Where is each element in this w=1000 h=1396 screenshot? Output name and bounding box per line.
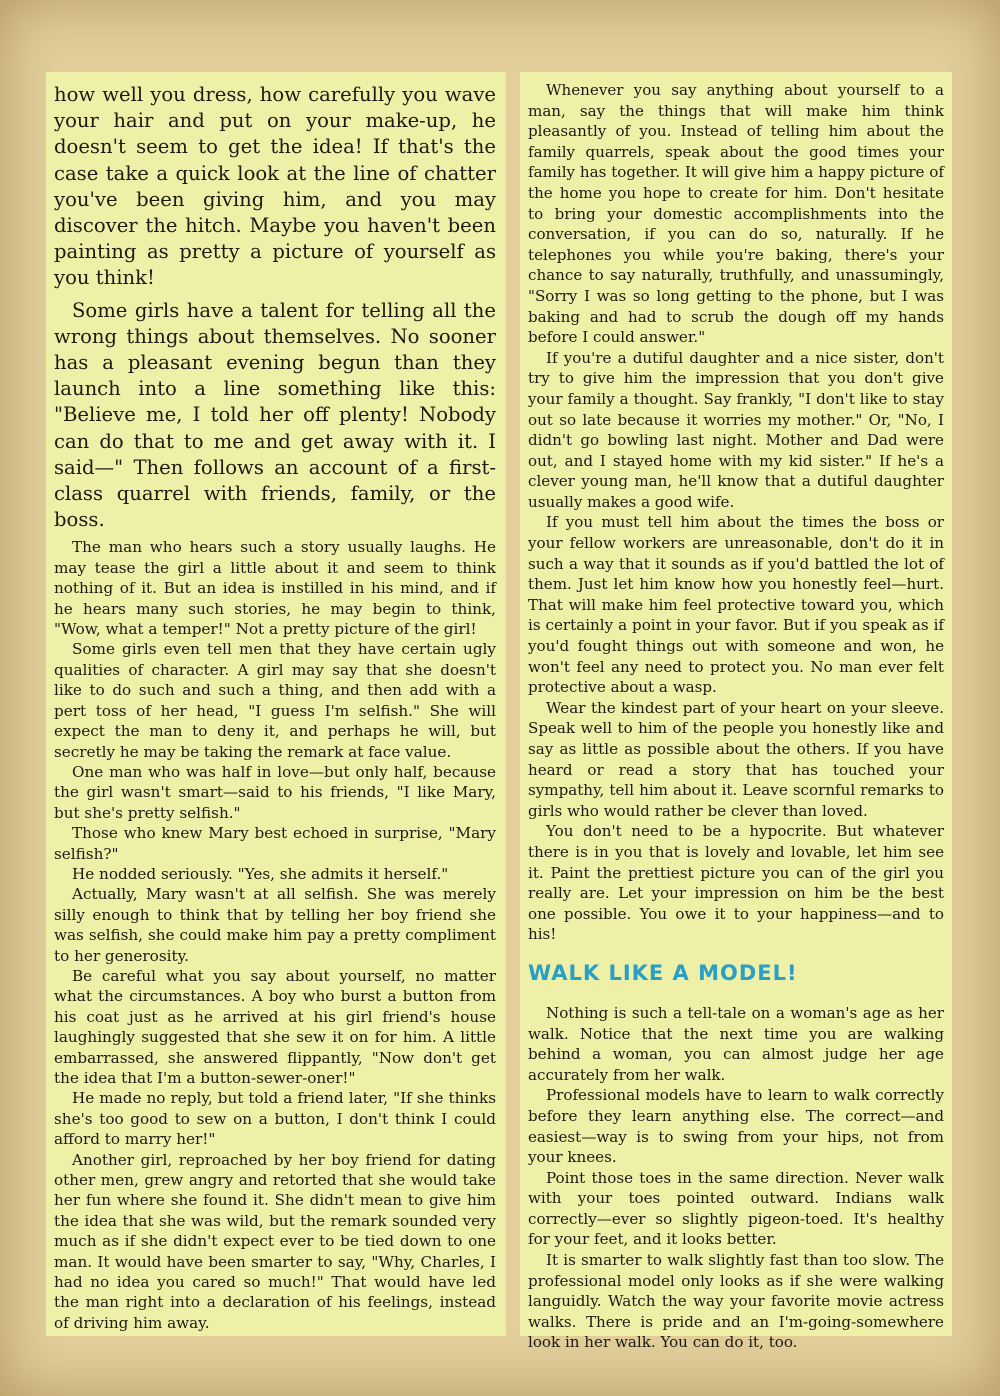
paragraph: He nodded seriously. "Yes, she admits it herself."	[72, 864, 449, 883]
paragraph: If you must tell him about the times the boss or your fellow workers are unreasonable, don't do it in such a way that it sounds as if you'd battled the lot of them. Just let him know how you honestly feel—hurt. That will make him feel protective toward you, which is certainly a point in your favor. But if you speak as if you'd fought things out with someone and won, he won't feel any need to protect you. No man ever felt protective about a wasp.	[528, 513, 944, 697]
paragraph: The man who hears such a story usually laughs. He may tease the girl a little about it and seem to think nothing of it. But an idea is instilled in his mind, and if he hears many such stories, he may begin to think, "Wow, what a temper!" Not a pretty picture of the girl!	[54, 538, 496, 639]
paragraph: Whenever you say anything about yourself to a man, say the things that will make him think pleasantly of you. Instead of telling him about the family quarrels, speak about the good times your family has together. It will give him a happy picture of the home you hope to create for him. Don't hesitate to bring your domestic accomplishments into the conversation, if you can do so, naturally. If he telephones you while you're baking, there's your chance to say naturally, truthfully, and unassumingly, "Sorry I was so long getting to the phone, but I was baking and had to scrub the dough off my hands before I could answer."	[528, 81, 944, 347]
paragraph: You don't need to be a hypocrite. But whatever there is in you that is lovely and lovable, let him see it. Paint the prettiest picture you can of the girl you really are. Let your impression on him be the best one possible. You owe it to your happiness—and to his!	[528, 822, 944, 944]
paragraph: Wear the kindest part of your heart on your sleeve. Speak well to him of the people you honestly like and say as little as possible about the others. If you have heard or read a story that has touched your sympathy, tell him about it. Leave scornful remarks to girls who would rather be clever than loved.	[528, 698, 944, 820]
left-text-column	[46, 72, 506, 1336]
paragraph: Point those toes in the same direction. Never walk with your toes pointed outward. Indians walk correctly—ever so slightly pigeon-toed. It's healthy for your feet, and it looks better.	[528, 1168, 944, 1249]
paragraph: If you're a dutiful daughter and a nice sister, don't try to give him the impression that you don't give your family a thought. Say frankly, "I don't like to stay out so late because it worries my mother." Or, "No, I didn't go bowling last night. Mother and Dad were out, and I stayed home with my kid sister." If he's a clever young man, he'll know that a dutiful daughter usually makes a good wife.	[528, 348, 944, 511]
paragraph: Actually, Mary wasn't at all selfish. She was merely silly enough to think that by telling her boy friend she was selfish, she could make him pay a pretty compliment to her generosity.	[54, 885, 496, 965]
section-heading: WALK LIKE A MODEL!	[528, 960, 798, 985]
paragraph: He made no reply, but told a friend later, "If she thinks she's too good to sew on a button, I don't think I could afford to marry her!"	[54, 1089, 496, 1149]
paragraph: It is smarter to walk slightly fast than too slow. The professional model only looks as if she were walking languidly. Watch the way your favorite movie actress walks. There is pride and an I'm-going-somewhere look in her walk. You can do it, too.	[528, 1251, 944, 1352]
paragraph: Some girls have a talent for telling all the wrong things about themselves. No sooner has a pleasant evening begun than they launch into a line something like this: "Believe me, I told her off plenty! Nobody can do that to me and get away with it. I said—" Then follows an account of a first-class quarrel with friends, family, or the boss.	[54, 298, 496, 532]
right-text-column	[520, 72, 952, 1352]
paragraph: Be careful what you say about yourself, no matter what the circumstances. A boy who burst a button from his coat just as he arrived at his girl friend's house laughingly suggested that she sew it on for him. A little embarrassed, she answered flippantly, "Now don't get the idea that I'm a button-sewer-oner!"	[54, 966, 496, 1088]
paragraph: Professional models have to learn to walk correctly before they learn anything else. The correct—and easiest—way is to swing from your hips, not from your knees.	[528, 1086, 944, 1167]
paragraph: One man who was half in love—but only half, because the girl wasn't smart—said to his friends, "I like Mary, but she's pretty selfish."	[54, 762, 496, 822]
paragraph: Some girls even tell men that they have certain ugly qualities of character. A girl may say that she doesn't like to do such and such a thing, and then add with a pert toss of her head, "I guess I'm selfish." She will expect the man to deny it, and perhaps he will, but secretly he may be taking the remark at face value.	[54, 640, 496, 761]
paragraph: Those who knew Mary best echoed in surprise, "Mary selfish?"	[54, 824, 496, 863]
paragraph: Nothing is such a tell-tale on a woman's age as her walk. Notice that the next time you are walking behind a woman, you can almost judge her age accurately from her walk.	[528, 1003, 944, 1084]
paragraph: how well you dress, how carefully you wave your hair and put on your make-up, he doesn't seem to get the idea! If that's the case take a quick look at the line of chatter you've been giving him, and you may discover the hitch. Maybe you haven't been painting as pretty a picture of yourself as you think!	[54, 83, 496, 290]
paragraph: Another girl, reproached by her boy friend for dating other men, grew angry and retorted that she would take her fun where she found it. She didn't mean to give him the idea that she was wild, but the remark sounded very much as if she didn't expect ever to be tied down to one man. It would have been smarter to say, "Why, Charles, I had no idea you cared so much!" That would have led the man right into a declaration of his feelings, instead of driving him away.	[54, 1150, 496, 1332]
